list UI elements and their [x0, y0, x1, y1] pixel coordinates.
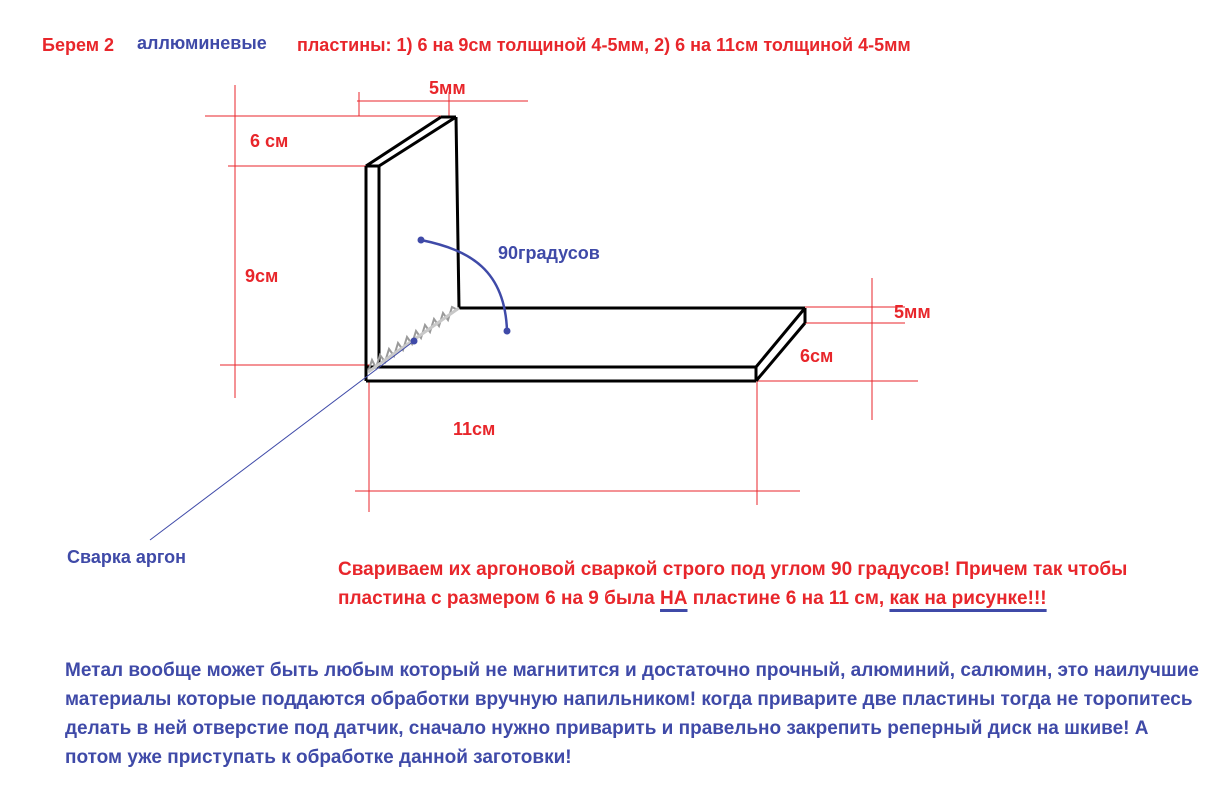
instruction-text1: Свариваем их аргоновой сваркой строго под углом 90 градусов! Причем так чтобы пластина с размером 6 на 9 была: [338, 559, 1128, 609]
vertical-plate-top-left-edge: [366, 117, 441, 166]
label-top-thickness: 5мм: [429, 78, 466, 98]
weld-pointer-dot: [411, 338, 418, 345]
label-weld-argon: Сварка аргон: [67, 547, 186, 567]
label-depth-horizontal: 6см: [800, 346, 834, 366]
instruction-text2: пластине 6 на 11 см,: [687, 588, 890, 609]
horizontal-plate-right-slant-top: [756, 308, 805, 367]
header-part2: аллюминевые: [137, 33, 267, 53]
instruction-paragraph: [338, 555, 1168, 613]
label-right-thickness: 5мм: [894, 302, 931, 322]
angle-arc-end-dot: [504, 328, 511, 335]
header-part3: пластины: 1) 6 на 9см толщиной 4-5мм, 2) 6 на 11см толщиной 4-5мм: [297, 35, 911, 55]
label-depth-vertical: 6 см: [250, 131, 289, 151]
notes-paragraph: Метал вообще может быть любым который не магнитится и достаточно прочный, алюминий, салюмин, это наилучшие материалы которые поддаются обработки вручную напильником! когда приварите две пластины тогда не торопитесь делать в ней отверстие под датчик, сначало нужно приварить и правельно закрепить реперный диск на шкиве! А потом уже приступать к обработке данной заготовки!: [65, 660, 1199, 768]
label-height-vertical: 9см: [245, 266, 279, 286]
header-part1: Берем 2: [42, 35, 115, 55]
vertical-plate-back-edge: [456, 117, 459, 308]
instruction-as-picture-underlined: как на рисунке!!!: [889, 588, 1047, 609]
label-angle: 90градусов: [498, 243, 600, 263]
label-length-horizontal: 11см: [453, 419, 496, 439]
vertical-plate-top-right-edge: [379, 117, 456, 166]
horizontal-plate-right-slant-bottom: [756, 323, 805, 381]
angle-arc-start-dot: [418, 237, 425, 244]
instruction-na-underlined: НА: [660, 588, 688, 609]
weld-pointer-line: [150, 341, 414, 540]
dimension-lines: [205, 85, 918, 512]
